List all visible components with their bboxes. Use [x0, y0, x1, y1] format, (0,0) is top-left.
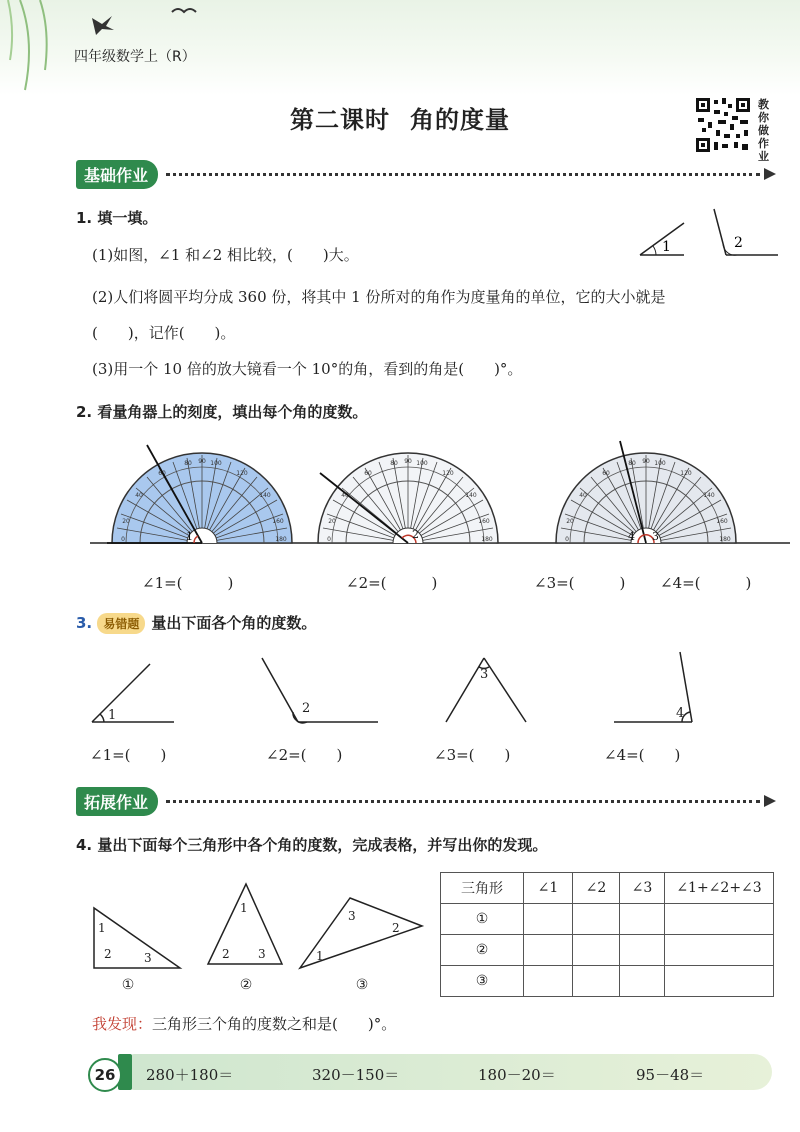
discovery-line[interactable]	[92, 1013, 396, 1034]
angle-label-2: 2	[734, 235, 743, 251]
question-1-line-3: ( )，记作( )。	[92, 324, 236, 342]
table-header: ∠3	[620, 873, 665, 904]
lesson-topic: 角的度量	[410, 106, 510, 134]
qr-code-icon[interactable]	[694, 96, 752, 154]
arrow-right-icon	[764, 795, 776, 807]
protractor-angle-label-1: 1	[186, 530, 193, 543]
protractor-angle-label-2: 2	[412, 528, 419, 541]
question-2-title: 2. 看量角器上的刻度，填出每个角的度数。	[76, 403, 368, 421]
svg-text:2: 2	[222, 947, 230, 961]
question-4-triangles	[86, 876, 436, 996]
table-row	[441, 935, 774, 966]
protractor-1	[107, 445, 292, 543]
section-label-basic: 基础作业	[76, 160, 158, 189]
triangle-label-2: ②	[239, 977, 253, 993]
lesson-number: 第二课时	[290, 106, 390, 134]
table-row	[441, 966, 774, 997]
table-cell[interactable]	[665, 966, 774, 997]
error-prone-badge: 易错题	[97, 613, 145, 634]
book-title: 四年级数学上（R）	[74, 49, 196, 65]
protractor-2	[318, 453, 498, 543]
q3-answer-angle-1[interactable]: ∠1=( )	[90, 746, 167, 764]
triangle-label-3: ③	[355, 977, 369, 993]
table-cell[interactable]	[665, 904, 774, 935]
section-header-basic	[76, 160, 776, 188]
question-1-line-4: (3)用一个 10 倍的放大镜看一个 10°的角，看到的角是( )°。	[92, 360, 523, 378]
table-cell[interactable]	[524, 935, 573, 966]
answer-angle-1[interactable]: ∠1=( )	[142, 574, 234, 592]
svg-text:3: 3	[348, 909, 356, 923]
mental-math-1[interactable]: 280＋180＝	[146, 1066, 234, 1084]
table-cell[interactable]	[524, 966, 573, 997]
protractor-3	[556, 441, 736, 543]
q3-angle-label-1: 1	[108, 708, 117, 723]
q3-angle-label-2: 2	[302, 701, 311, 716]
table-cell[interactable]	[524, 904, 573, 935]
answer-angle-2[interactable]: ∠2=( )	[346, 574, 438, 592]
table-row-label: ①	[441, 904, 524, 935]
protractor-angle-label-4: 4	[628, 530, 635, 543]
table-cell[interactable]	[665, 935, 774, 966]
arrow-right-icon	[764, 168, 776, 180]
svg-text:1: 1	[98, 921, 106, 935]
table-cell[interactable]	[620, 966, 665, 997]
table-header: ∠1+∠2+∠3	[665, 873, 774, 904]
triangle-2	[208, 884, 282, 964]
question-1-title: 1. 填一填。	[76, 209, 158, 227]
table-cell[interactable]	[573, 904, 620, 935]
triangle-label-1: ①	[121, 977, 135, 993]
svg-text:1: 1	[316, 949, 324, 963]
page-number: 26	[88, 1058, 122, 1092]
mental-math-2[interactable]: 320－150＝	[312, 1066, 400, 1084]
svg-text:2: 2	[104, 947, 112, 961]
question-1-line-1: (1)如图，∠1 和∠2 相比较，( )大。	[92, 246, 359, 264]
question-1-line-2: (2)人们将圆平均分成 360 份，将其中 1 份所对的角作为度量角的单位，它的大小就是	[92, 288, 666, 306]
q3-answer-angle-2[interactable]: ∠2=( )	[266, 746, 343, 764]
question-2-protractors	[90, 435, 790, 565]
angle-sum-table	[440, 872, 774, 997]
section-dotted-line	[166, 800, 760, 803]
q3-angle-label-3: 3	[480, 667, 489, 682]
svg-text:3: 3	[144, 951, 152, 965]
question-4-title: 4. 量出下面每个三角形中各个角的度数，完成表格，并写出你的发现。	[76, 836, 548, 854]
discovery-label: 我发现：	[92, 1015, 153, 1033]
section-dotted-line	[166, 173, 760, 176]
svg-text:2: 2	[392, 921, 400, 935]
table-row-label: ②	[441, 935, 524, 966]
question-1-angle-figures	[636, 205, 786, 265]
table-row	[441, 904, 774, 935]
answer-angle-3[interactable]: ∠3=( )	[534, 574, 626, 592]
angle-label-1: 1	[662, 239, 671, 255]
table-cell[interactable]	[620, 935, 665, 966]
table-header: 三角形	[441, 873, 524, 904]
table-header: ∠1	[524, 873, 573, 904]
table-header: ∠2	[573, 873, 620, 904]
table-cell[interactable]	[620, 904, 665, 935]
discovery-text: 三角形三个角的度数之和是( )°。	[152, 1015, 397, 1033]
svg-text:1: 1	[240, 901, 248, 915]
svg-text:3: 3	[258, 947, 266, 961]
question-3-title: 3. 易错题 量出下面各个角的度数。	[76, 614, 317, 632]
table-cell[interactable]	[573, 935, 620, 966]
mental-math-4[interactable]: 95－48＝	[636, 1066, 705, 1084]
page-title	[0, 100, 800, 135]
q3-answer-angle-4[interactable]: ∠4=( )	[604, 746, 681, 764]
mental-math-3[interactable]: 180－20＝	[478, 1066, 556, 1084]
angle-2-figure	[714, 209, 778, 255]
bird-icon	[172, 9, 196, 12]
q3-answer-angle-3[interactable]: ∠3=( )	[434, 746, 511, 764]
swallow-icon	[92, 16, 114, 35]
q3-angle-label-4: 4	[676, 706, 685, 721]
protractor-angle-label-3: 3	[652, 530, 659, 543]
section-header-extended	[76, 787, 776, 815]
table-row-label: ③	[441, 966, 524, 997]
section-label-extended: 拓展作业	[76, 787, 158, 816]
answer-angle-4[interactable]: ∠4=( )	[660, 574, 752, 592]
qr-caption: 教 你 做 作 业	[758, 98, 769, 163]
table-cell[interactable]	[573, 966, 620, 997]
question-3-angles	[80, 648, 720, 738]
table-header-row	[441, 873, 774, 904]
